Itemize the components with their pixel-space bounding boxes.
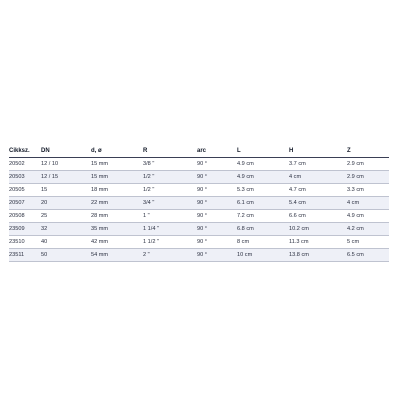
cell-z: 3.3 cm [347,184,389,197]
cell-dn: 25 [41,210,91,223]
cell-article-number: 20508 [9,210,41,223]
table-row [9,184,389,197]
cell-height-h: 3.7 cm [289,158,347,171]
cell-height-h: 4 cm [289,171,347,184]
cell-z: 2.9 cm [347,158,389,171]
cell-diameter: 22 mm [91,197,143,210]
cell-thread-r: 1/2 " [143,171,197,184]
cell-arc: 90 ° [197,210,237,223]
cell-thread-r: 1/2 " [143,184,197,197]
cell-thread-r: 1 1/2 " [143,236,197,249]
cell-article-number: 20505 [9,184,41,197]
cell-z: 6.5 cm [347,249,389,262]
cell-z: 2.9 cm [347,171,389,184]
table-body [9,158,389,262]
cell-length-l: 6.1 cm [237,197,289,210]
cell-dn: 50 [41,249,91,262]
cell-dn: 32 [41,223,91,236]
cell-dn: 15 [41,184,91,197]
cell-thread-r: 3/4 " [143,197,197,210]
cell-z: 4.2 cm [347,223,389,236]
cell-article-number: 20503 [9,171,41,184]
cell-arc: 90 ° [197,223,237,236]
cell-arc: 90 ° [197,184,237,197]
table-row [9,249,389,262]
cell-thread-r: 3/8 " [143,158,197,171]
cell-length-l: 6.8 cm [237,223,289,236]
header-dn: DN [41,144,91,158]
product-spec-table [9,144,389,262]
cell-arc: 90 ° [197,158,237,171]
cell-thread-r: 2 " [143,249,197,262]
header-length-l: L [237,144,289,158]
header-article-number: Cikksz. [9,144,41,158]
cell-arc: 90 ° [197,197,237,210]
cell-diameter: 35 mm [91,223,143,236]
cell-arc: 90 ° [197,236,237,249]
cell-thread-r: 1 1/4 " [143,223,197,236]
cell-arc: 90 ° [197,249,237,262]
header-row [9,144,389,158]
cell-diameter: 15 mm [91,158,143,171]
cell-length-l: 4.9 cm [237,158,289,171]
table-row [9,158,389,171]
table-row [9,223,389,236]
cell-diameter: 15 mm [91,171,143,184]
cell-height-h: 11.3 cm [289,236,347,249]
cell-z: 5 cm [347,236,389,249]
cell-article-number: 23511 [9,249,41,262]
cell-diameter: 18 mm [91,184,143,197]
header-arc: arc [197,144,237,158]
cell-height-h: 6.6 cm [289,210,347,223]
cell-z: 4 cm [347,197,389,210]
cell-z: 4.9 cm [347,210,389,223]
cell-height-h: 13.8 cm [289,249,347,262]
cell-arc: 90 ° [197,171,237,184]
table-row [9,210,389,223]
cell-diameter: 42 mm [91,236,143,249]
cell-height-h: 10.2 cm [289,223,347,236]
cell-length-l: 4.9 cm [237,171,289,184]
cell-article-number: 20502 [9,158,41,171]
cell-length-l: 10 cm [237,249,289,262]
cell-height-h: 5.4 cm [289,197,347,210]
cell-article-number: 23509 [9,223,41,236]
cell-length-l: 5.3 cm [237,184,289,197]
cell-dn: 12 / 15 [41,171,91,184]
cell-length-l: 7.2 cm [237,210,289,223]
cell-thread-r: 1 " [143,210,197,223]
cell-article-number: 20507 [9,197,41,210]
cell-height-h: 4.7 cm [289,184,347,197]
cell-length-l: 8 cm [237,236,289,249]
table-row [9,236,389,249]
table-header [9,144,389,158]
header-diameter: d, ø [91,144,143,158]
cell-dn: 12 / 10 [41,158,91,171]
cell-dn: 40 [41,236,91,249]
cell-dn: 20 [41,197,91,210]
cell-article-number: 23510 [9,236,41,249]
cell-diameter: 28 mm [91,210,143,223]
cell-diameter: 54 mm [91,249,143,262]
header-thread-r: R [143,144,197,158]
header-z: Z [347,144,389,158]
table-row [9,171,389,184]
table-row [9,197,389,210]
header-height-h: H [289,144,347,158]
